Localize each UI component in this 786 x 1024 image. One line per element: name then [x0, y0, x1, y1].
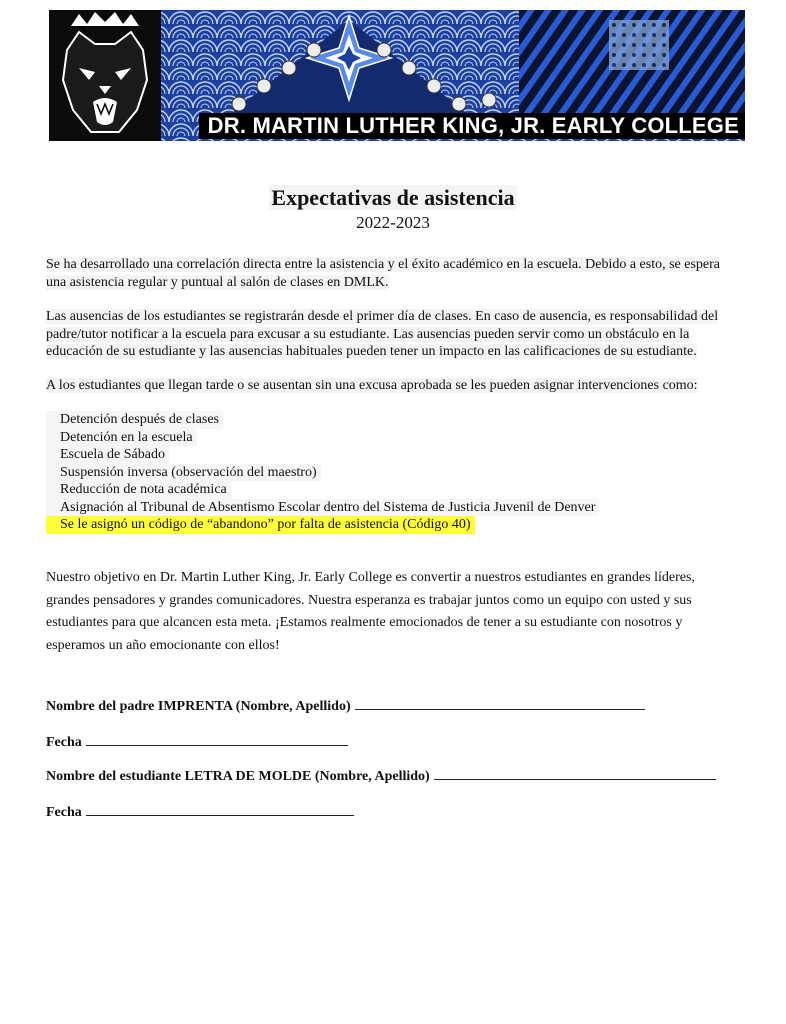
date-label: Fecha: [46, 735, 82, 750]
list-item: Escuela de Sábado: [46, 446, 169, 464]
list-item: Asignación al Tribunal de Absentismo Escolar dentro del Sistema de Justicia Juvenil de Denver: [46, 499, 599, 517]
list-item: Suspensión inversa (observación del maestro): [46, 464, 321, 482]
title-text: Expectativas de asistencia: [271, 185, 515, 210]
absences-text: Las ausencias de los estudiantes se registrarán desde el primer día de clases. En caso de ausencia, es responsabilidad del padre/tutor notificar a la escuela para excusar a su estudiante. Las ausencias pueden servir como un obstáculo en la educación de su estudiante y las ausencias habituales pueden tener un impacto en las calificaciones de su estudiante.: [46, 309, 719, 359]
interventions-intro-text: A los estudiantes que llegan tarde o se ausentan sin una excusa aprobada se les pueden asignar intervenciones como:: [46, 378, 698, 393]
interventions-list: [46, 411, 736, 534]
parent-name-label: Nombre del padre IMPRENTA (Nombre, Apellido): [46, 699, 351, 714]
list-item: Reducción de nota académica: [46, 481, 231, 499]
date-line[interactable]: [86, 803, 354, 816]
date-field-2[interactable]: [46, 803, 354, 821]
student-name-line[interactable]: [434, 767, 716, 780]
intro-text: Se ha desarrollado una correlación directa entre la asistencia y el éxito académico en la escuela. Debido a esto, se espera una asistencia regular y puntual al salón de clases en DMLK.: [46, 257, 721, 290]
list-item: Detención después de clases: [46, 411, 223, 429]
date-line[interactable]: [86, 733, 348, 746]
list-item: Detención en la escuela: [46, 429, 197, 447]
goal-paragraph: Nuestro objetivo en Dr. Martin Luther King, Jr. Early College es convertir a nuestros estudiantes en grandes líderes, grandes pensadores y grandes comunicadores. Nuestra esperanza es trabajar juntos como un equipo con usted y sus estudiantes para que alcancen esta meta. ¡Estamos realmente emocionados de tener a su estudiante con nosotros y esperamos un año emocionante con ellos!: [46, 570, 695, 653]
absences-paragraph: [46, 308, 736, 361]
date-label: Fecha: [46, 805, 82, 820]
school-banner: [49, 10, 745, 141]
parent-name-field[interactable]: [46, 697, 645, 715]
intro-paragraph: [46, 256, 736, 291]
parent-name-line[interactable]: [355, 697, 645, 710]
school-year: 2022-2023: [356, 213, 430, 232]
interventions-intro-paragraph: [46, 377, 736, 395]
student-name-label: Nombre del estudiante LETRA DE MOLDE (Nombre, Apellido): [46, 769, 430, 784]
page-title: [0, 185, 786, 211]
date-field-1[interactable]: [46, 733, 348, 751]
highlighted-list-item: Se le asignó un código de “abandono” por falta de asistencia (Código 40): [46, 516, 475, 534]
student-name-field[interactable]: [46, 767, 716, 785]
school-name-banner-text: DR. MARTIN LUTHER KING, JR. EARLY COLLEGE: [199, 113, 745, 139]
